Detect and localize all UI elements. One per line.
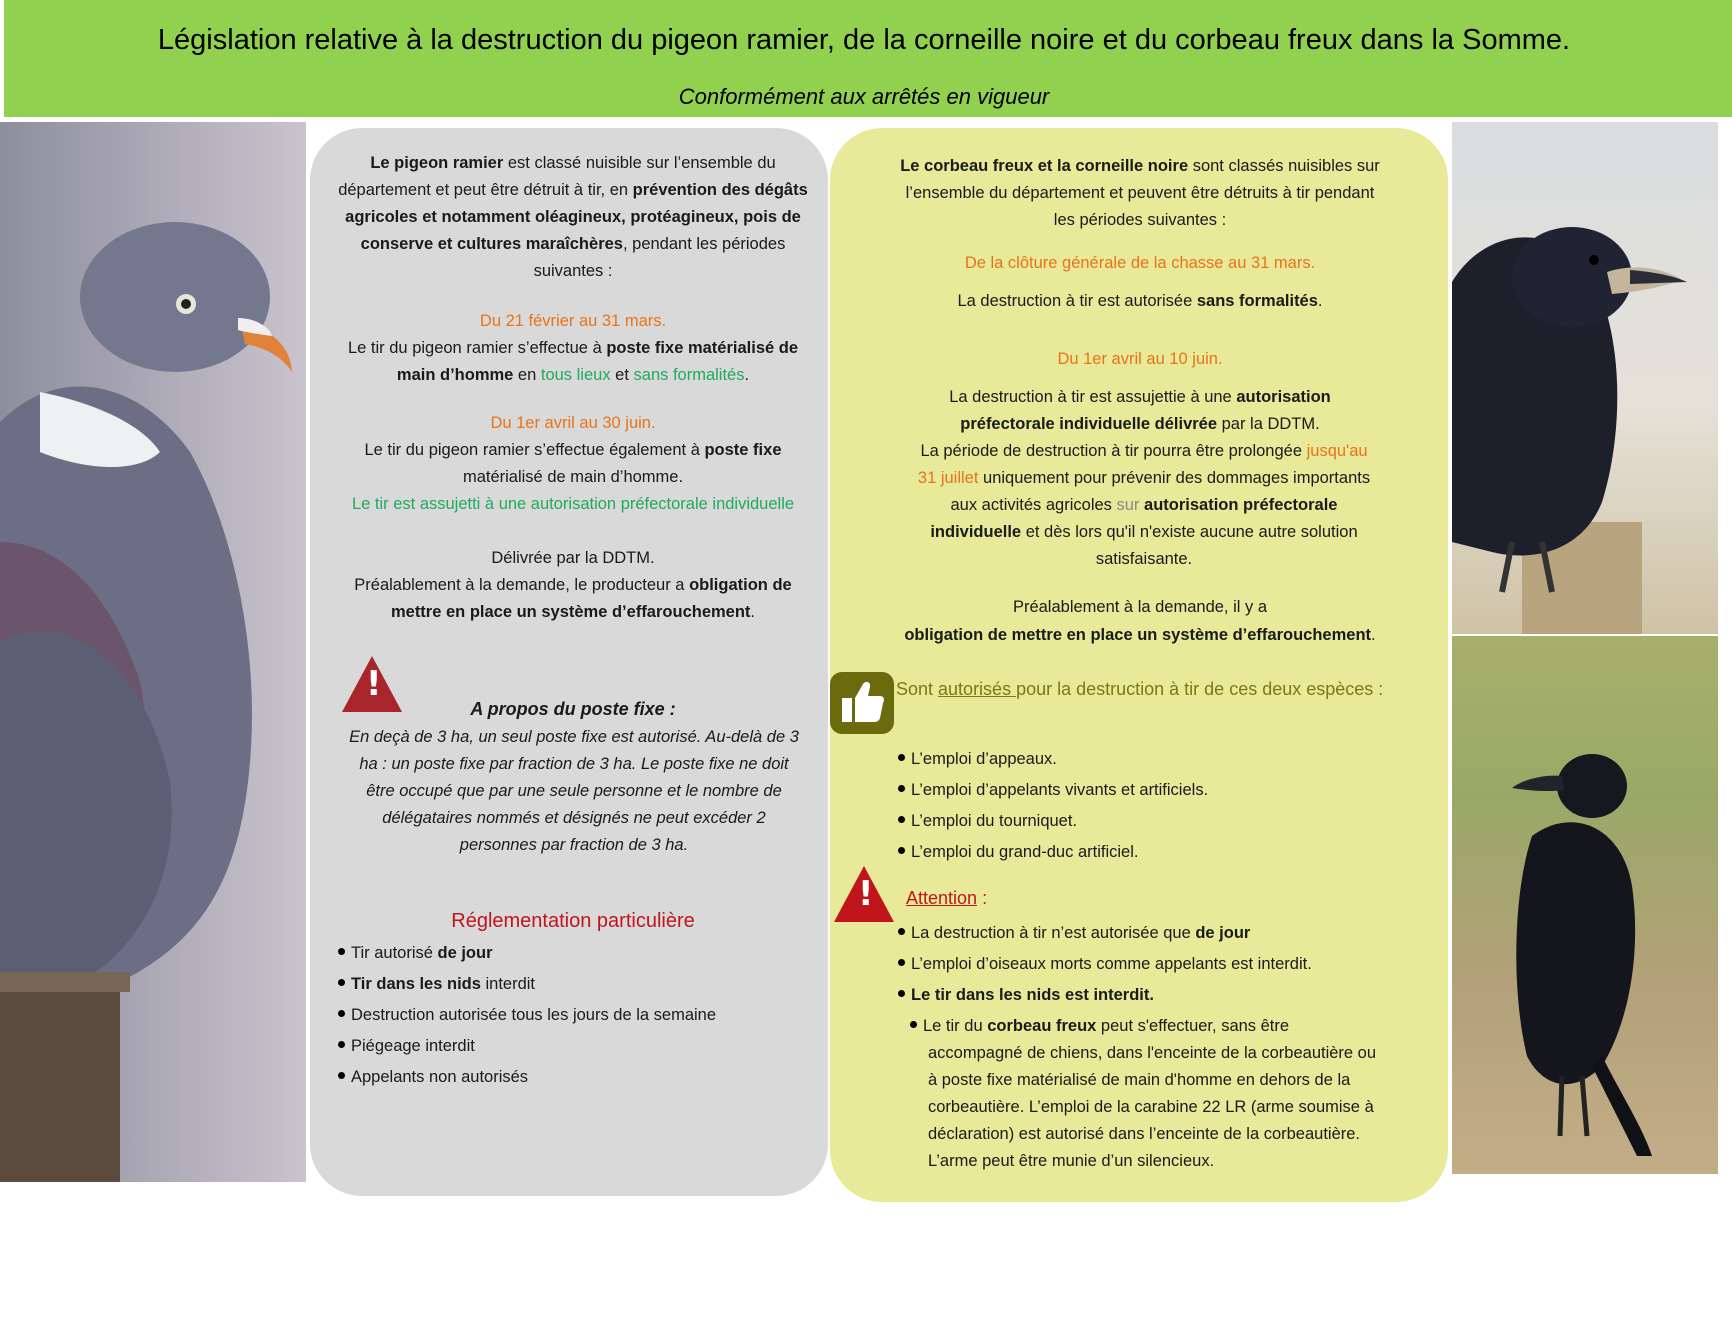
text-underlined: autorisés (938, 679, 1017, 699)
text: par la DDTM. (1217, 415, 1320, 433)
text: matérialisé de main d’homme. (462, 468, 684, 486)
text-bold: de jour (1195, 924, 1251, 942)
text: uniquement pour prévenir des dommages importants aux activités agricoles (950, 469, 1371, 514)
pigeon-intro-text: est classé nuisible sur l’ensemble du département et peut être détruit à tir, en (338, 154, 776, 199)
photo-credit-label: Photo : (238, 1245, 290, 1295)
text-grey: sur (1116, 496, 1140, 514)
rook-photo (1452, 122, 1718, 634)
attention-warning-icon: ! (834, 866, 894, 922)
text-green: sans formalités (633, 366, 745, 384)
text-bold: corbeau freux (987, 1017, 1097, 1035)
text: interdit (480, 975, 536, 993)
text: . (744, 366, 750, 384)
attention-list (898, 920, 1378, 1175)
carrion-crow-photo (1452, 636, 1718, 1174)
thumbs-up-icon (830, 672, 894, 734)
pigeon-period-1: Du 21 février au 31 mars. (479, 312, 667, 330)
text: Préalablement à la demande, le producteur a (354, 576, 690, 594)
pigeon-period-2-text (348, 437, 798, 491)
pigeon-intro (338, 150, 808, 285)
text: La destruction à tir n’est autorisée que (911, 924, 1196, 942)
corvids-period-1: De la clôture générale de la chasse au 31 mars. (964, 254, 1316, 272)
page-title: Législation relative à la destruction du pigeon ramier, de la corneille noire et du corbeau freux dans la Somme. (157, 24, 1571, 56)
text: La destruction à tir est autorisée (957, 292, 1197, 310)
page-subtitle: Conformément aux arrêtés en vigueur (678, 84, 1050, 109)
poste-fixe-text: En deçà de 3 ha, un seul poste fixe est autorisé. Au-delà de 3 ha : un poste fixe par fraction de 3 ha. Le poste fixe ne doit être occupé que par une seule personne et le nombre de délégataires nommés et désignés ne peut excéder 2 personnes par fraction de 3 ha. (349, 728, 799, 854)
photo-credit (238, 1240, 306, 1330)
text-bold: Le tir dans les nids est interdit. (911, 986, 1154, 1004)
pigeon-scaring-obligation (338, 572, 808, 626)
text: Le tir du (923, 1017, 988, 1035)
reglementation-list (338, 940, 716, 1091)
text-underlined: Attention (906, 888, 978, 908)
attention-heading (906, 888, 987, 909)
text-bold: obligation de mettre en place un système d’effarouchement (904, 626, 1372, 644)
reglementation-title: Réglementation particulière (451, 910, 695, 932)
list-item (338, 1002, 716, 1029)
text: : (977, 888, 988, 908)
text: en (513, 366, 541, 384)
list-item (338, 1064, 716, 1091)
text-green: tous lieux (540, 366, 611, 384)
text-orange: jusqu'au 31 juillet (917, 442, 1368, 487)
text-bold: obligation de mettre en place un système d’effarouchement (390, 576, 792, 621)
corvids-scaring-note: Préalablement à la demande, il y a (1012, 598, 1268, 616)
text: Tir autorisé (351, 944, 438, 962)
list-item (898, 777, 1208, 804)
list-item (338, 971, 716, 998)
authorized-list (898, 746, 1208, 866)
pigeon-ddtm: Délivrée par la DDTM. (491, 549, 655, 567)
list-item (338, 940, 716, 967)
corvids-period-2-text (910, 384, 1370, 438)
text-bold: poste fixe matérialisé de main d’homme (396, 339, 799, 384)
text: . (1371, 626, 1376, 644)
list-item (338, 1033, 716, 1060)
text-bold: de jour (437, 944, 493, 962)
text: L’emploi d’appeaux. (911, 750, 1057, 768)
photo-credit-author: D.GEST (238, 1305, 300, 1325)
pigeon-period-1-text (338, 335, 808, 389)
text: Destruction autorisée tous les jours de la semaine (351, 1006, 717, 1024)
text: Le tir du pigeon ramier s’effectue à (347, 339, 607, 357)
list-item (898, 839, 1208, 866)
text: pour la destruction à tir de ces deux espèces : (1016, 679, 1384, 699)
text-bold: autorisation préfectorale individuelle délivrée (960, 388, 1331, 433)
text: Le tir du pigeon ramier s’effectue également à (364, 441, 705, 459)
text: peut s'effectuer, sans être accompagné de chiens, dans l'enceinte de la corbeautière ou à poste fixe matérialisé de main d'homme en dehors de la corbeautière. L’emploi de la carabine 22 LR (arme soumise à déclaration) est autorisé dans l’enceinte de la corbeautière. L’arme peut être munie d’un silencieux. (928, 1017, 1377, 1170)
text-bold: Le corbeau freux et la corneille noire (900, 157, 1189, 175)
text: Sont (896, 679, 939, 699)
pigeon-period-2: Du 1er avril au 30 juin. (490, 414, 656, 432)
text: L’emploi du tourniquet. (911, 812, 1078, 830)
list-item (898, 808, 1208, 835)
list-item (898, 982, 1378, 1009)
warning-icon: ! (342, 656, 402, 712)
poste-fixe-title: A propos du poste fixe : (470, 699, 676, 719)
pigeon-intro-species: Le pigeon ramier (370, 154, 504, 172)
text: Piégeage interdit (351, 1037, 475, 1055)
text: L’emploi d’appelants vivants et artificiels. (911, 781, 1209, 799)
authorized-heading (896, 674, 1426, 705)
text-bold: autorisation préfectorale individuelle (930, 496, 1338, 541)
corvids-intro (900, 153, 1380, 234)
corvids-extension (910, 438, 1378, 573)
text: La période de destruction à tir pourra être prolongée (920, 442, 1307, 460)
text: . (1317, 292, 1323, 310)
list-item (898, 951, 1378, 978)
text: . (750, 603, 756, 621)
list-item (898, 1013, 1378, 1175)
pigeon-authorization-note: Le tir est assujetti à une autorisation préfectorale individuelle (351, 495, 795, 513)
text: L’emploi d’oiseaux morts comme appelants est interdit. (911, 955, 1312, 973)
text: Appelants non autorisés (351, 1068, 529, 1086)
list-item (898, 920, 1378, 947)
text-bold: Tir dans les nids (351, 975, 481, 993)
corvids-scaring-obligation (860, 622, 1420, 649)
pigeon-panel (310, 128, 828, 1196)
list-item (898, 746, 1208, 773)
text-bold: poste fixe (704, 441, 782, 459)
text: La destruction à tir est assujettie à une (949, 388, 1237, 406)
text-bold: sans formalités (1196, 292, 1318, 310)
pigeon-intro-end: , pendant les périodes suivantes : (533, 235, 786, 280)
corvids-period-1-text (890, 288, 1390, 315)
header-banner (4, 0, 1732, 117)
text: et dès lors qu'il n'existe aucune autre solution satisfaisante. (1021, 523, 1358, 568)
text: sont classés nuisibles sur l’ensemble du département et peuvent être détruits à tir pendant les périodes suivantes : (905, 157, 1380, 229)
pigeon-intro-damages: prévention des dégâts agricoles et notamment oléagineux, protéagineux, pois de conserve et cultures maraîchères (345, 181, 808, 253)
text: et (610, 366, 634, 384)
corvids-period-2: Du 1er avril au 10 juin. (1057, 350, 1223, 368)
corvids-panel (830, 128, 1448, 1202)
text: L’emploi du grand-duc artificiel. (911, 843, 1139, 861)
wood-pigeon-photo (0, 122, 306, 1325)
